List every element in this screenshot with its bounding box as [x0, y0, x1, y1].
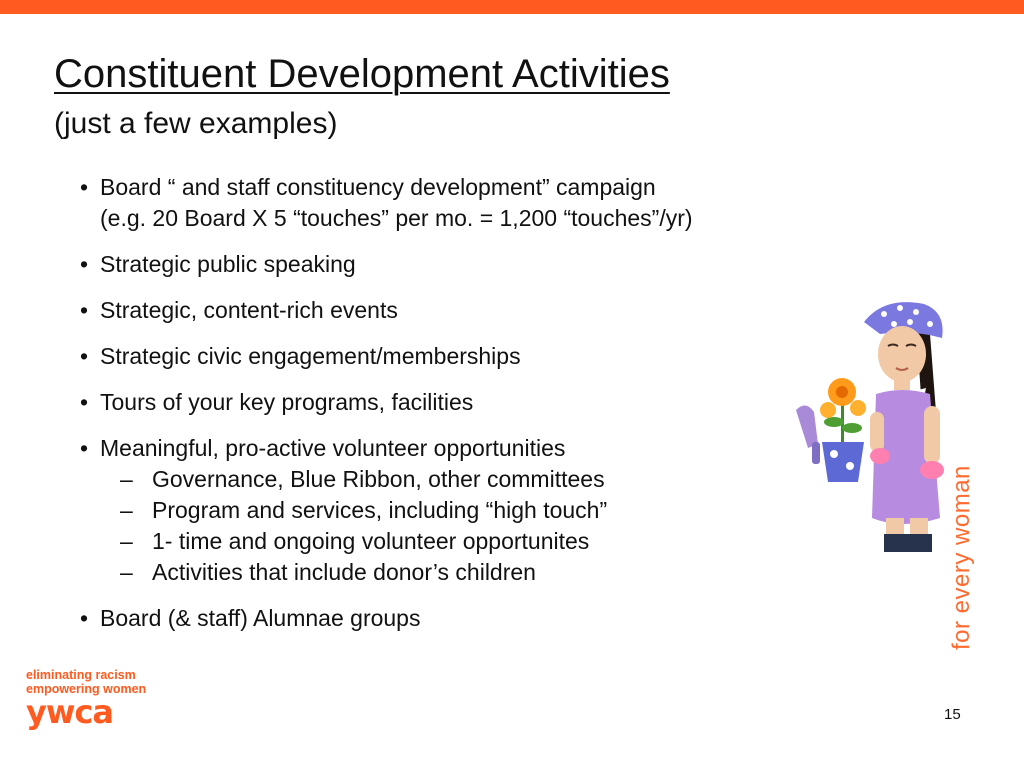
- bullet-text: • Strategic public speaking: [100, 251, 356, 277]
- logo-brand: ywca: [26, 693, 113, 731]
- bullet-text: • Tours of your key programs, facilities: [100, 389, 474, 415]
- page-number: 15: [944, 706, 961, 723]
- sub-bullet-item: – Governance, Blue Ribbon, other committees: [100, 464, 780, 495]
- slide-subtitle: (just a few examples): [54, 107, 338, 140]
- bullet-item: [80, 295, 780, 326]
- bullet-item: [80, 341, 780, 372]
- tagline-vertical: for every woman: [948, 465, 975, 650]
- bullet-item: [80, 433, 780, 588]
- bullet-text: • Meaningful, pro-active volunteer opportunities: [100, 435, 566, 461]
- bullet-text: • Board “ and staff constituency development” campaign: [100, 174, 656, 200]
- logo-line-2: empowering women: [26, 682, 147, 696]
- sub-bullet-item: – Activities that include donor’s children: [100, 557, 780, 588]
- sub-bullet-item: – Program and services, including “high touch”: [100, 495, 780, 526]
- bullet-text: • Strategic civic engagement/memberships: [100, 343, 521, 369]
- top-accent-bar: [0, 0, 1024, 14]
- bullet-text: • Board (& staff) Alumnae groups: [100, 605, 421, 631]
- bullet-text: • Strategic, content-rich events: [100, 297, 398, 323]
- bullet-text: (e.g. 20 Board X 5 “touches” per mo. = 1,200 “touches”/yr): [100, 205, 693, 231]
- bullet-item: [80, 249, 780, 280]
- bullet-item: [80, 172, 780, 234]
- sub-bullet-item: – 1- time and ongoing volunteer opportunites: [100, 526, 780, 557]
- girl-gardening-photo: [784, 282, 960, 552]
- bullet-item: [80, 387, 780, 418]
- logo-line-1: eliminating racism: [26, 668, 136, 682]
- ywca-logo: [26, 668, 147, 731]
- bullet-item: [80, 603, 780, 634]
- bullet-list: [80, 172, 780, 649]
- slide-title: Constituent Development Activities: [54, 52, 670, 96]
